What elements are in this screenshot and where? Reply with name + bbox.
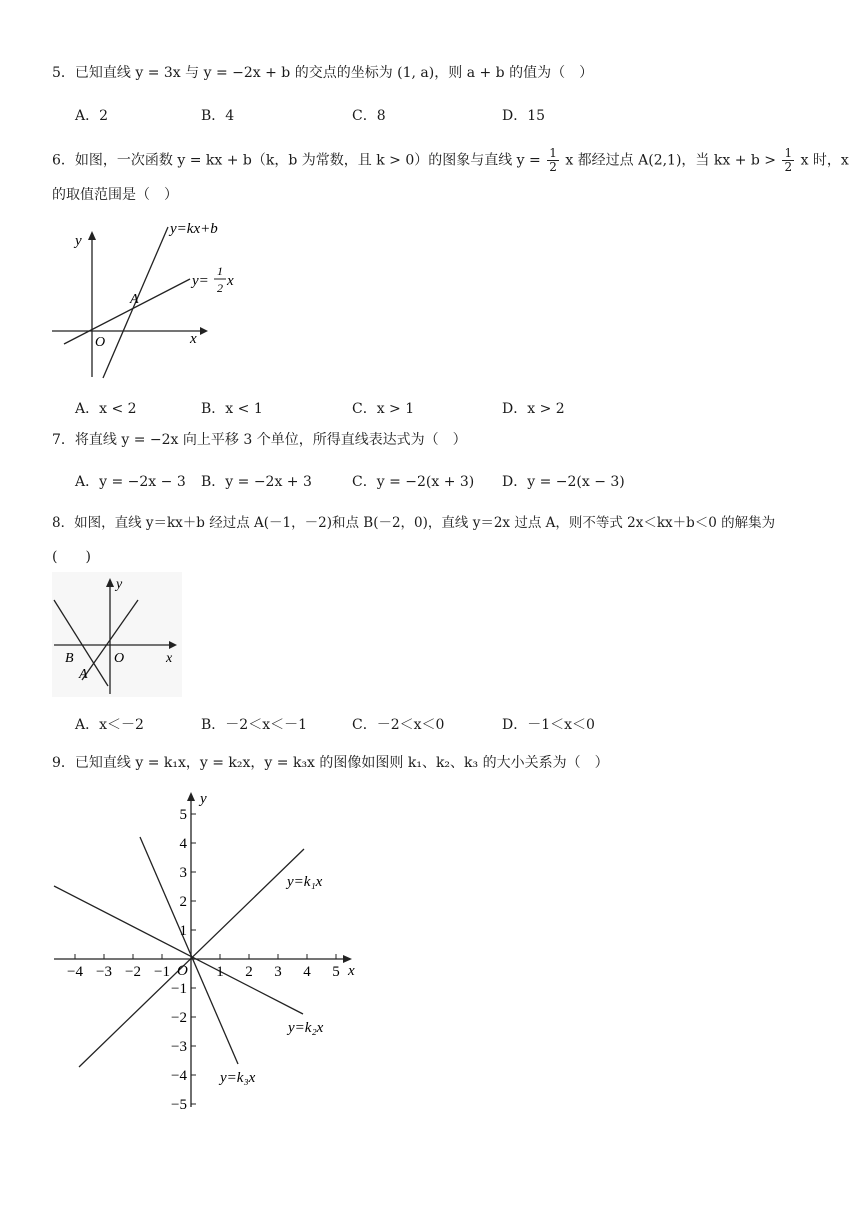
y-tick-label: 2 [179, 894, 187, 910]
y-tick-label: −3 [171, 1039, 187, 1055]
option-a[interactable]: A．y = −2x − 3 [75, 474, 186, 490]
option-c[interactable]: C．－2＜x＜0 [352, 717, 445, 733]
q6-stem-part-a: 6．如图，一次函数 y = kx + b（k，b 为常数，且 k > 0）的图象与直线 y = [52, 152, 541, 169]
point-b-label: B [65, 651, 74, 666]
x-tick-label: −4 [67, 964, 83, 980]
y-tick-label: −1 [171, 981, 187, 997]
question-5-stem: 5．已知直线 y = 3x 与 y = −2x + b 的交点的坐标为 (1, a)，则 a + b 的值为（ ） [52, 65, 594, 81]
y-axis-label: y [200, 791, 207, 807]
x-axis-label: x [190, 331, 197, 347]
x-tick-label: 4 [303, 964, 311, 980]
point-a-label: A [130, 292, 139, 307]
y-axis-label: y [116, 577, 123, 592]
line-half-x [64, 279, 190, 344]
option-b[interactable]: B．－2＜x＜－1 [201, 717, 307, 733]
q6-figure [50, 215, 250, 385]
q8-figure [52, 572, 182, 697]
q6-stem-part-c: x 时，x [800, 152, 849, 169]
option-c[interactable]: C．8 [352, 108, 386, 124]
x-tick-label: −1 [154, 964, 170, 980]
option-c[interactable]: C．y = −2(x + 3) [352, 474, 475, 490]
x-axis-arrow-icon [343, 955, 352, 963]
point-a-label: A [79, 667, 88, 682]
option-b[interactable]: B．x < 1 [201, 401, 263, 417]
line-half-x-label-den: 2 [217, 281, 223, 295]
y-tick-label: −2 [171, 1010, 187, 1026]
x-tick-label: 2 [245, 964, 253, 980]
option-c[interactable]: C．x > 1 [352, 401, 415, 417]
option-d[interactable]: D．x > 2 [502, 401, 565, 417]
origin-label: O [114, 651, 125, 666]
fraction-one-half: $\frac{1}{2}$ [549, 146, 557, 174]
option-a[interactable]: A．2 [75, 108, 109, 124]
y-tick-label: 4 [179, 836, 187, 852]
origin-label: O [177, 963, 188, 979]
origin-label: O [95, 335, 106, 350]
y-tick-label: −5 [171, 1097, 187, 1113]
q9-figure [50, 785, 370, 1115]
y-tick-label: 1 [179, 923, 187, 939]
x-tick-label: 3 [274, 964, 282, 980]
q6-stem-part-b: x 都经过点 A(2,1)，当 kx + b > [565, 152, 777, 169]
x-tick-label: −2 [125, 964, 141, 980]
q6-stem-continuation: 的取值范围是（ ） [52, 187, 178, 203]
y-axis-label: y [75, 233, 82, 249]
line-k2-label: y=k₂x [288, 1020, 324, 1036]
line-k3 [140, 837, 238, 1064]
option-d[interactable]: D．15 [502, 108, 546, 124]
y-tick-label: −4 [171, 1068, 187, 1084]
x-axis-label: x [348, 963, 355, 979]
fraction-one-half: $\frac{1}{2}$ [784, 146, 793, 174]
q9-labels [67, 791, 355, 1113]
x-axis-arrow-icon [200, 327, 208, 335]
option-a[interactable]: A．x＜－2 [75, 717, 144, 733]
x-tick-label: −3 [96, 964, 112, 980]
question-6-stem [52, 147, 849, 174]
line-half-x-label-num: 1 [217, 264, 223, 278]
question-9-stem: 9．已知直线 y = k₁x，y = k₂x，y = k₃x 的图像如图则 k₁、k₂、k₃ 的大小关系为（ ） [52, 755, 609, 771]
line-half-x-label-prefix: y= [192, 273, 209, 289]
option-d[interactable]: D．y = −2(x − 3) [502, 474, 625, 490]
option-d[interactable]: D．－1＜x＜0 [502, 717, 595, 733]
question-8-stem: 8．如图，直线 y＝kx＋b 经过点 A(－1，－2)和点 B(－2，0)，直线 y＝2x 过点 A，则不等式 2x＜kx＋b＜0 的解集为 [52, 515, 776, 531]
line-half-x-label-suffix: x [227, 273, 234, 289]
option-b[interactable]: B．4 [201, 108, 235, 124]
y-axis-arrow-icon [88, 231, 96, 240]
y-tick-label: 5 [179, 807, 187, 823]
line-k1-label: y=k₁x [287, 874, 323, 890]
x-tick-label: 1 [216, 964, 224, 980]
line-k3-label: y=k₃x [220, 1070, 256, 1086]
option-b[interactable]: B．y = −2x + 3 [201, 474, 312, 490]
question-7-stem: 7．将直线 y = −2x 向上平移 3 个单位，所得直线表达式为（ ） [52, 432, 467, 448]
y-axis-arrow-icon [187, 792, 195, 801]
q9-axes [54, 792, 352, 1107]
q8-stem-continuation: ( ) [52, 549, 91, 565]
line-kx-b-label: y=kx+b [170, 221, 218, 237]
option-a[interactable]: A．x < 2 [75, 401, 137, 417]
y-tick-label: 3 [179, 865, 187, 881]
x-tick-label: 5 [332, 964, 340, 980]
x-axis-label: x [166, 651, 173, 666]
